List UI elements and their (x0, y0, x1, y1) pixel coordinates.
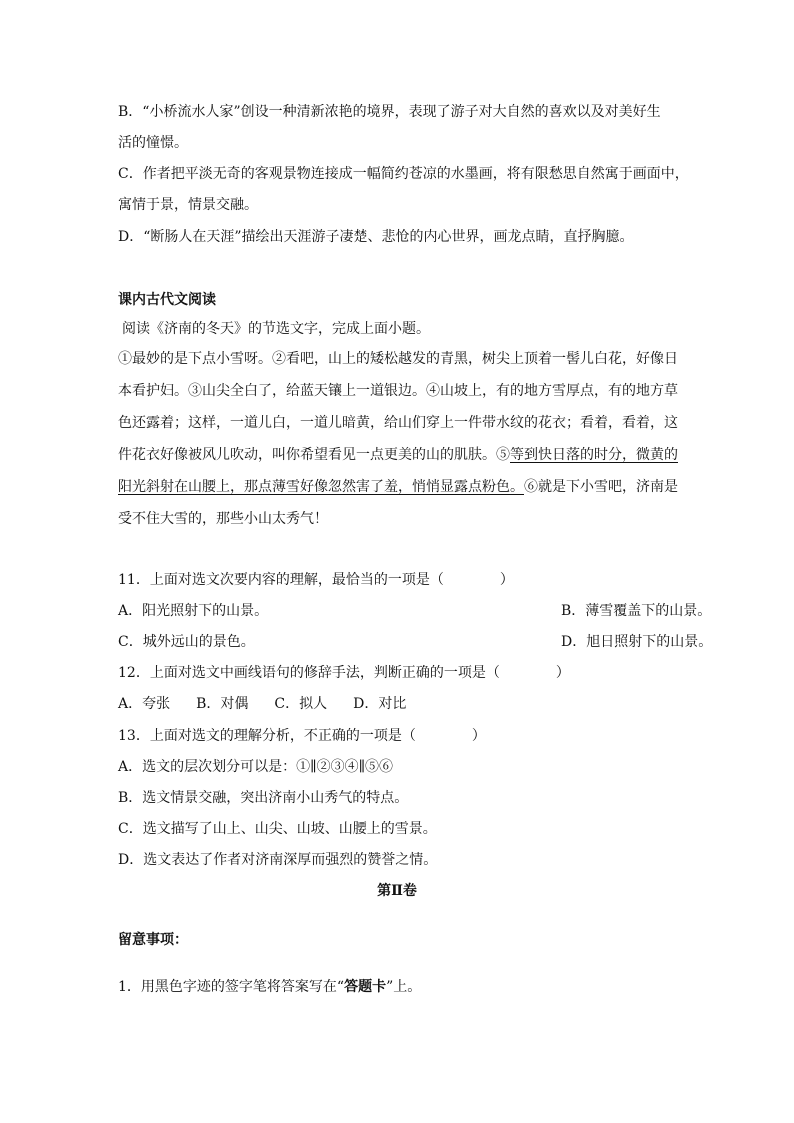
q13-option-b: B．选文情景交融，突出济南小山秀气的特点。 (118, 790, 409, 806)
notice-item-1-post: ”上。 (386, 979, 422, 995)
option-c-line1: C．作者把平淡无奇的客观景物连接成一幅简约苍凉的水墨画，将有限愁思自然寓于画面中， (118, 166, 689, 182)
answer-card-term: 答题卡 (344, 979, 387, 995)
q12-options (118, 694, 432, 714)
q12-option-c: C．拟人 (274, 696, 328, 712)
passage-line-6: 受不住大雪的，那些小山太秀气！ (118, 511, 328, 527)
q11-option-d: D．旭日照射下的山景。 (561, 634, 713, 650)
q13-stem: 13．上面对选文的理解分析，不正确的一项是（ ） (118, 728, 486, 744)
q11-options-row1 (118, 601, 712, 621)
q11-options-row2 (118, 632, 713, 652)
passage-line-4 (118, 445, 678, 465)
underlined-sentence-start: 等到快日落的时分，微黄的 (510, 447, 678, 463)
section-heading: 课内古代文阅读 (118, 292, 216, 308)
part2-title: 第Ⅱ卷 (377, 883, 417, 899)
option-d-line1: D．“断肠人在天涯”描绘出天涯游子凄楚、悲怆的内心世界，画龙点睛，直抒胸臆。 (118, 229, 634, 245)
notice-item-1 (118, 977, 421, 997)
q12-option-b: B．对偶 (196, 696, 249, 712)
option-b-line2: 活的憧憬。 (118, 135, 188, 151)
q12-stem: 12．上面对选文中画线语句的修辞手法，判断正确的一项是（ ） (118, 665, 570, 681)
q11-stem: 11．上面对选文次要内容的理解，最恰当的一项是（ ） (118, 572, 514, 588)
option-b-line1: B．“小桥流水人家”创设一种清新浓艳的境界，表现了游子对大自然的喜欢以及对美好生 (118, 104, 661, 120)
passage-line-3: 色还露着；这样，一道儿白，一道儿暗黄，给山们穿上一件带水纹的花衣；看着，看着，这 (118, 415, 678, 431)
section-instruction: 阅读《济南的冬天》的节选文字，完成上面小题。 (122, 321, 430, 337)
q13-option-a: A．选文的层次划分可以是：①∥②③④∥⑤⑥ (118, 759, 394, 775)
q11-option-c: C．城外远山的景色。 (118, 634, 255, 650)
q13-option-d: D．选文表达了作者对济南深厚而强烈的赞誉之情。 (118, 852, 438, 868)
passage-line-5-text: ⑥就是下小雪吧，济南是 (524, 479, 678, 495)
option-c-line2: 寓情于景，情景交融。 (118, 197, 258, 213)
notice-heading: 留意事项： (118, 932, 188, 948)
q11-option-a: A．阳光照射下的山景。 (118, 603, 269, 619)
q12-option-a: A．夸张 (118, 696, 171, 712)
notice-item-1-pre: 1．用黑色字迹的签字笔将答案写在“ (118, 979, 345, 995)
passage-line-4-text: 件花衣好像被风儿吹动，叫你希望看见一点更美的山的肌肤。⑤ (118, 447, 510, 463)
q13-option-c: C．选文描写了山上、山尖、山坡、山腰上的雪景。 (118, 821, 437, 837)
passage-line-2: 本看护妇。③山尖全白了，给蓝天镶上一道银边。④山坡上，有的地方雪厚点，有的地方草 (118, 383, 678, 399)
q12-option-d: D．对比 (353, 696, 407, 712)
passage-line-1: ①最妙的是下点小雪呀。②看吧，山上的矮松越发的青黑，树尖上顶着一髻儿白花，好像日 (118, 351, 678, 367)
passage-line-5 (118, 477, 678, 497)
q11-option-b: B．薄雪覆盖下的山景。 (561, 603, 712, 619)
underlined-sentence-end: 阳光斜射在山腰上，那点薄雪好像忽然害了羞，悄悄显露点粉色。 (118, 479, 524, 495)
